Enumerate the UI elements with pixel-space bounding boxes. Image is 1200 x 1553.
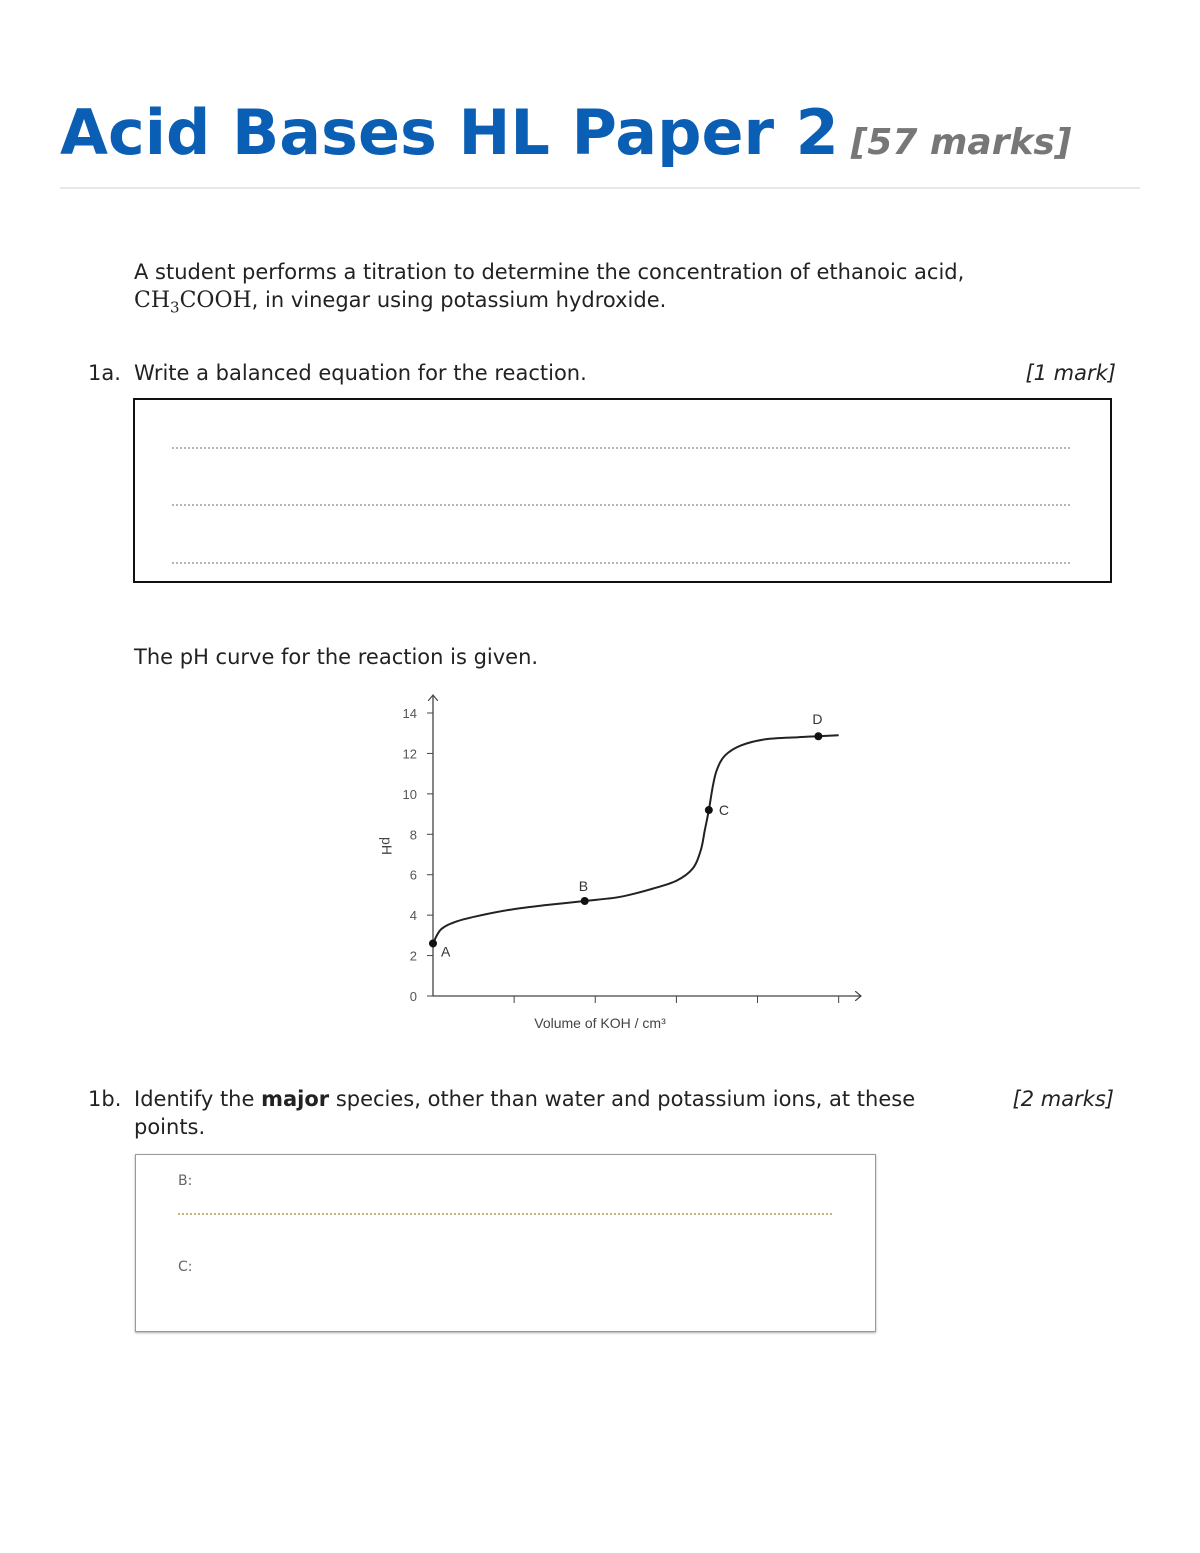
formula-sub: 3 (170, 298, 180, 317)
question-1a-marks: [1 mark] (1025, 361, 1116, 385)
formula-rest: COOH (179, 288, 252, 313)
answer-box-1a[interactable] (133, 398, 1112, 583)
question-1b-text-after: species, other than water and potassium ions, at these points. (134, 1087, 916, 1139)
label-b: B: (178, 1173, 193, 1189)
answer-line[interactable] (172, 504, 1070, 506)
answer-line-b[interactable] (178, 1213, 832, 1215)
question-1a-text: Write a balanced equation for the reaction. (134, 361, 587, 385)
y-axis-label: pH (379, 837, 395, 855)
point-a-marker (429, 939, 437, 947)
question-1b-number: 1b. (88, 1087, 122, 1111)
formula (134, 288, 252, 317)
y-tick-label: 14 (402, 706, 417, 721)
title-divider (60, 187, 1140, 189)
point-b-label: B (578, 877, 589, 894)
y-tick-label: 10 (402, 786, 417, 802)
point-d-marker (814, 732, 822, 740)
answer-line[interactable] (172, 562, 1070, 564)
x-axis-label: Volume of KOH / cm³ (534, 1015, 666, 1031)
point-a-label: A (441, 943, 451, 960)
point-b-marker (581, 897, 589, 905)
question-1b-bold: major (261, 1087, 330, 1111)
point-c-label: C (718, 802, 729, 819)
y-tick-label: 6 (409, 867, 417, 883)
label-c: C: (178, 1259, 193, 1275)
question-1a-number: 1a. (88, 361, 121, 385)
question-1b-text (134, 1085, 954, 1141)
intro-paragraph (134, 258, 1094, 321)
question-1b-marks: [2 marks] (1012, 1087, 1114, 1111)
page-title (60, 96, 1071, 169)
total-marks: [57 marks] (850, 122, 1072, 163)
point-c-marker (705, 806, 713, 814)
ph-curve-svg (360, 688, 880, 1038)
y-tick-label: 0 (409, 989, 417, 1004)
ph-curve-chart (360, 688, 880, 1038)
formula-ch: CH (134, 288, 171, 313)
answer-box-1b[interactable] (135, 1154, 876, 1332)
intro-text-after: , in vinegar using potassium hydroxide. (251, 288, 667, 312)
y-tick-label: 8 (409, 827, 417, 843)
intro-text-before: A student performs a titration to determine the concentration of ethanoic acid, (134, 260, 965, 284)
answer-line[interactable] (172, 447, 1070, 449)
y-tick-label: 2 (409, 948, 417, 964)
ph-curve-line (433, 735, 839, 943)
paper-title: Acid Bases HL Paper 2 (60, 96, 839, 169)
question-1b-text-before: Identify the (134, 1087, 262, 1111)
y-tick-label: 12 (402, 746, 417, 762)
curve-intro: The pH curve for the reaction is given. (134, 645, 539, 669)
y-tick-label: 4 (409, 908, 417, 924)
point-d-label: D (812, 711, 823, 728)
